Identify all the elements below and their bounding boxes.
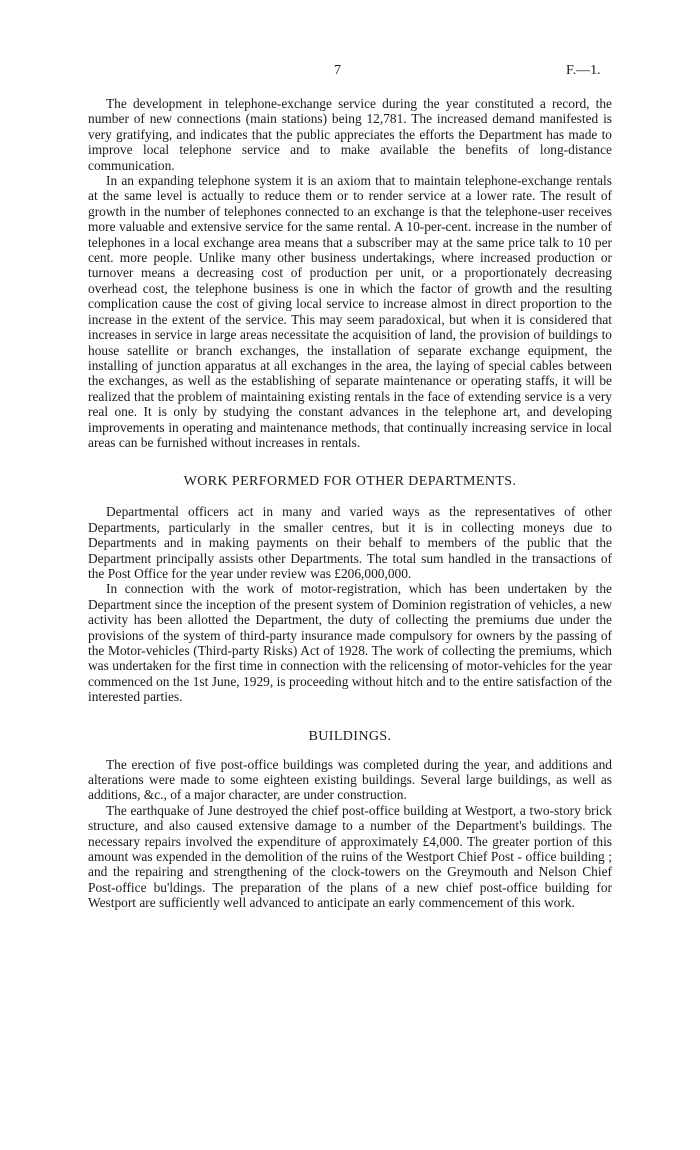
- page-number: 7: [334, 63, 341, 78]
- page-body: [88, 96, 612, 911]
- page-header: [0, 63, 700, 83]
- paragraph-departmental-officers: Departmental officers act in many and varied ways as the representatives of other Departments, particularly in the smaller centres, but it is in collecting moneys due to Departments and in making payments on their behalf to members of the public that the Department principally assists other Departments. The total sum handled in the transactions of the Post Office for the year under review was £206,000,000.: [88, 504, 612, 581]
- paragraph-telephone-development: The development in telephone-exchange service during the year constituted a record, the number of new connections (main stations) being 12,781. The increased demand manifested is very gratifying, and indicates that the public appreciates the efforts the Department has made to improve local telephone service and to make available the benefits of long-distance communication.: [88, 96, 612, 173]
- document-code: F.—1.: [566, 63, 601, 78]
- section-heading-buildings: BUILDINGS.: [308, 728, 392, 744]
- paragraph-post-office-erection: The erection of five post-office buildings was completed during the year, and additions and alterations were made to some eighteen existing buildings. Several large buildings, as well as additions, &c., of a major character, are under construction.: [88, 756, 612, 803]
- paragraph-exchange-rentals: In an expanding telephone system it is an axiom that to maintain telephone-exchange rentals at the same level is actually to reduce them or to render service at a lower rate. The result of growth in the number of telephones connected to an exchange is that the telephone-user receives more valuable and extensive service for the same rental. A 10-per-cent. increase in the number of telephones in a local exchange area means that a subscriber may at the same price talk to 10 per cent. more people. Unlike many other business undertakings, where increased production or turnover means a decreasing cost of production per unit, or a proportionately decreasing overhead cost, the telephone business is one in which the factor of growth and the resulting complication cause the cost of giving local service to increase almost in direct proportion to the increase in the extent of the service. This may seem paradoxical, but when it is considered that increases in service in large areas necessitate the acquisition of land, the provision of buildings to house satellite or branch exchanges, the installation of separate exchange equipment, the installing of junction apparatus at all exchanges in the area, the laying of special cables between the exchanges, as well as the establishing of separate maintenance or operating staffs, it will be realized that the problem of maintaining existing rentals in the face of extending service is a very real one. It is only by studying the constant advances in the telephone art, and developing improvements in operating and maintenance methods, that continually increasing service in local areas can be furnished without increases in rentals.: [88, 173, 612, 450]
- paragraph-earthquake: The earthquake of June destroyed the chief post-office building at Westport, a two-story brick structure, and also caused extensive damage to a number of the Department's buildings. The necessary repairs involved the expenditure of approximately £4,000. The greater portion of this amount was expended in the demolition of the ruins of the Westport Chief Post - office building ; and the repairing and strengthening of the clock-towers on the Greymouth and Nelson Chief Post-office bu'ldings. The preparation of the plans of a new chief post-office building for Westport are sufficiently well advanced to anticipate an early commencement of this work.: [88, 802, 612, 911]
- section-heading-other-departments: WORK PERFORMED FOR OTHER DEPARTMENTS.: [183, 474, 517, 490]
- paragraph-motor-registration: In connection with the work of motor-registration, which has been undertaken by the Department since the inception of the present system of Dominion registration of vehicles, a new activity has been allotted the Department, the duty of collecting the premiums due under the provisions of the system of third-party insurance made compulsory for owners by the passing of the Motor-vehicles (Third-party Risks) Act of 1928. The work of collecting the premiums, which was undertaken for the first time in connection with the relicensing of motor-vehicles for the year commenced on the 1st June, 1929, is proceeding without hitch and to the entire satisfaction of the interested parties.: [88, 581, 612, 705]
